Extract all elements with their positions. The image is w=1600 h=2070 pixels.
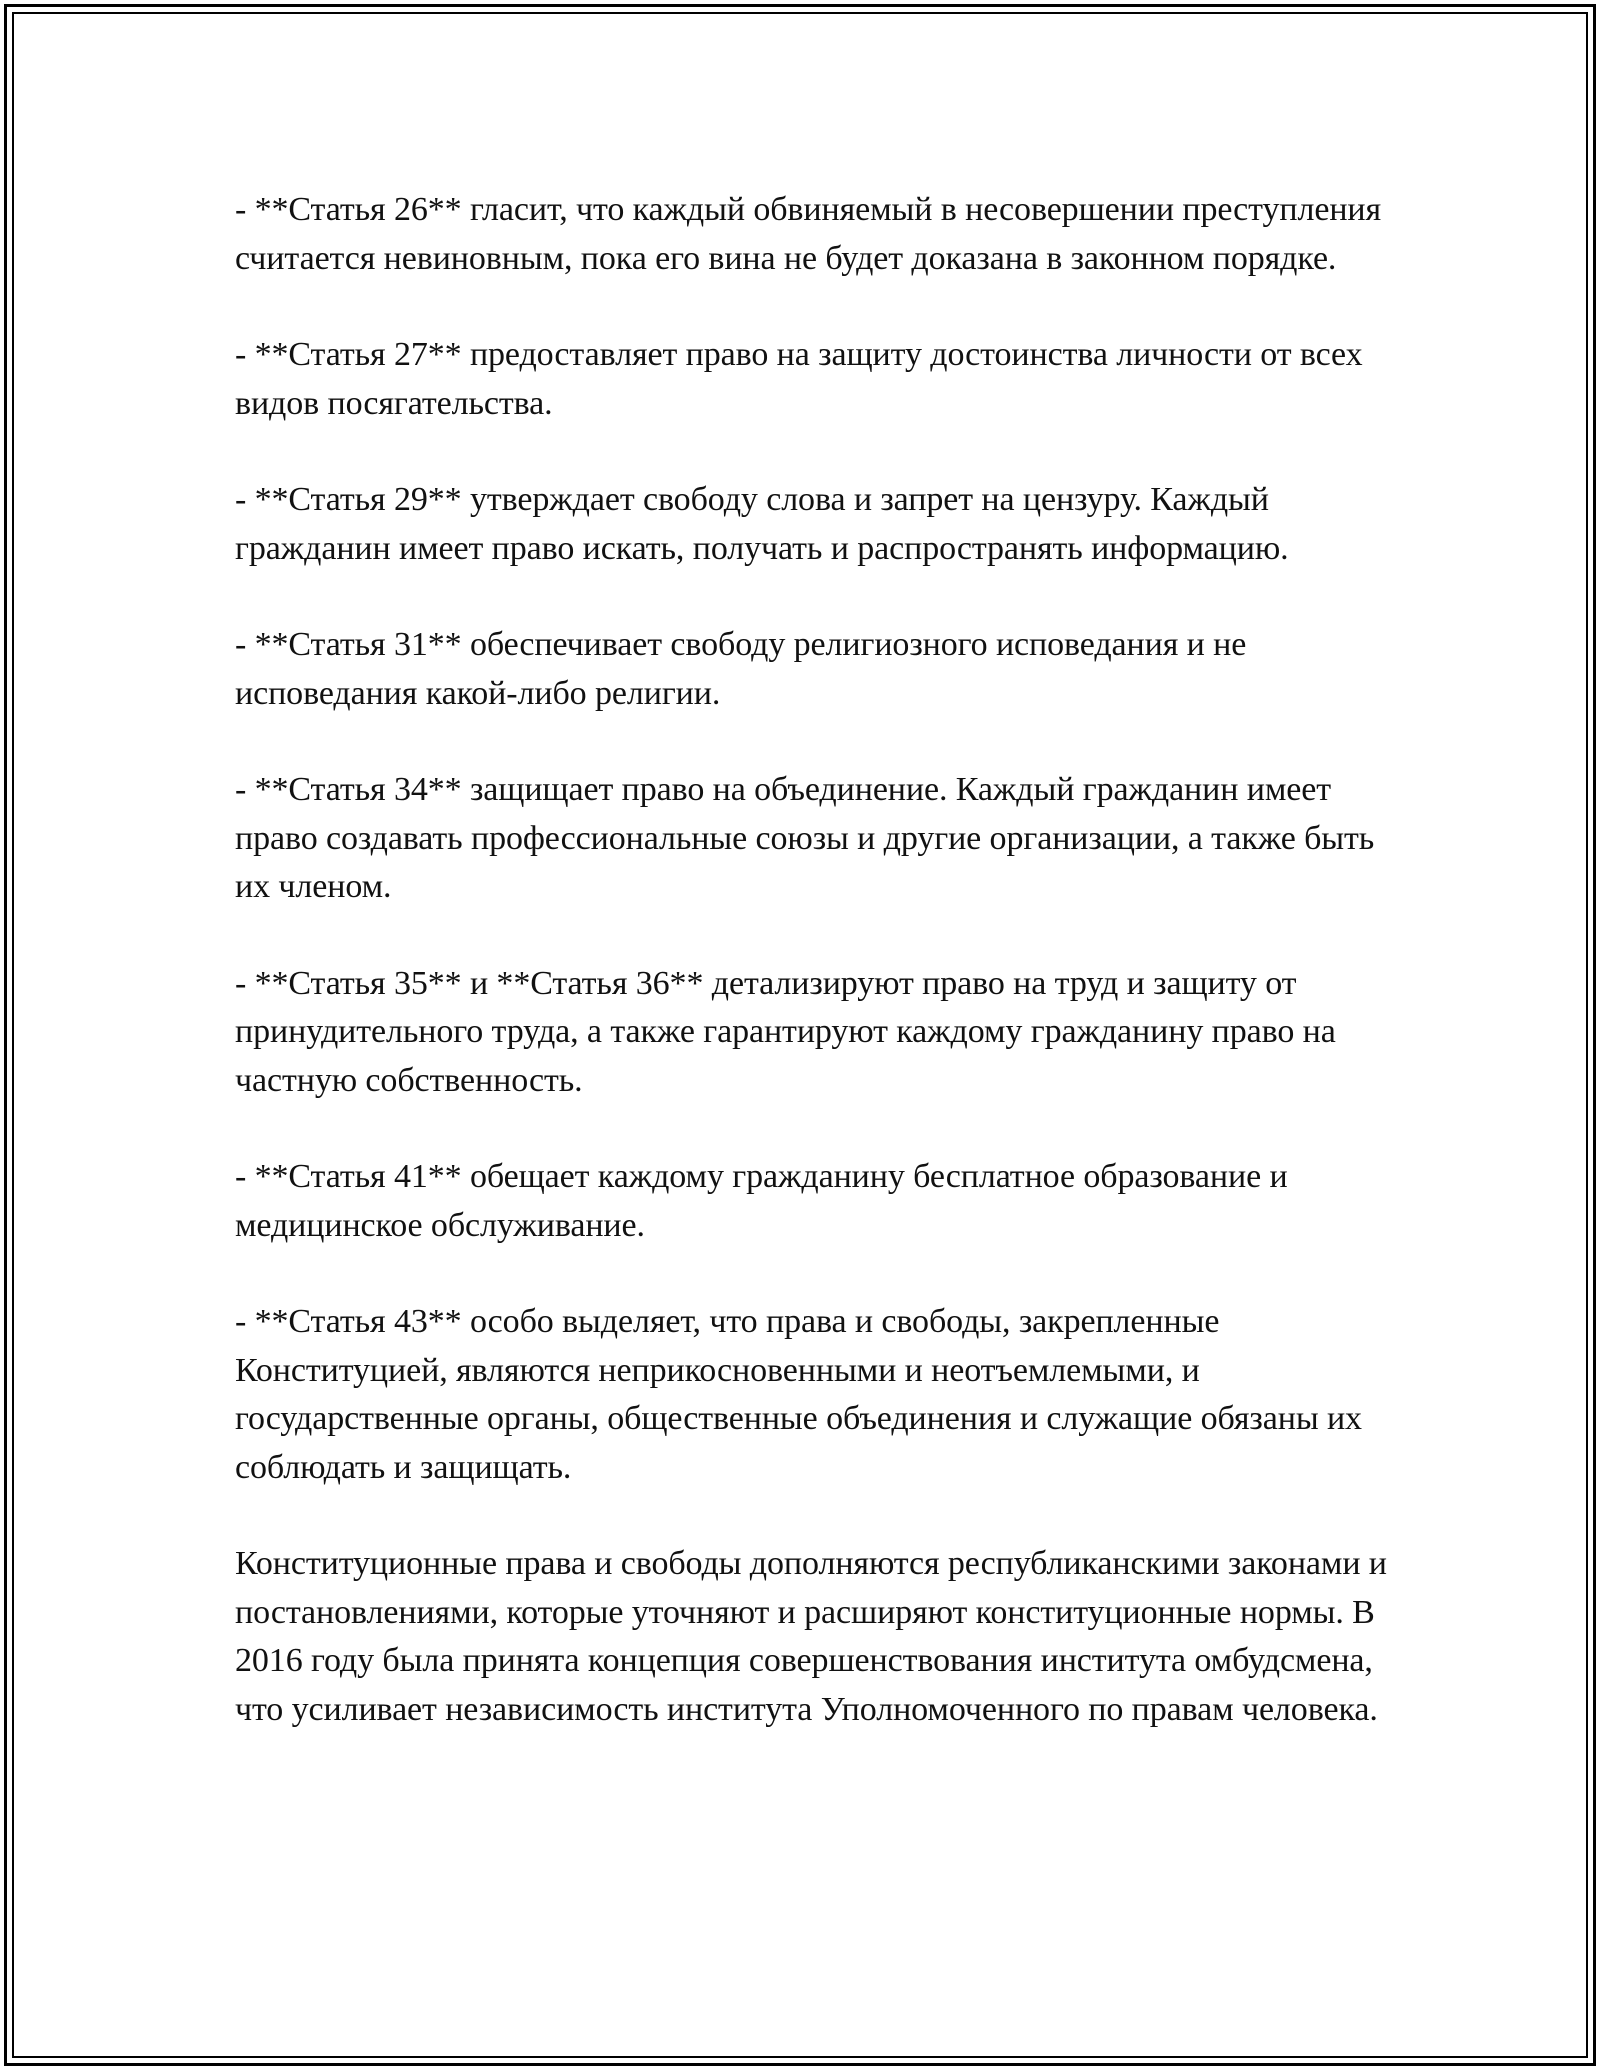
- paragraph-article-27: - **Статья 27** предоставляет право на защиту достоинства личности от всех видов посягательства.: [235, 336, 1363, 422]
- paragraph-article-26: - **Статья 26** гласит, что каждый обвиняемый в несовершении преступления считается невиновным, пока его вина не будет доказана в законном порядке.: [235, 191, 1382, 277]
- paragraph-article-29: - **Статья 29** утверждает свободу слова и запрет на цензуру. Каждый гражданин имеет право искать, получать и распространять информацию.: [235, 481, 1289, 567]
- paragraph-article-43: - **Статья 43** особо выделяет, что права и свободы, закрепленные Конституцией, являются неприкосновенными и неотъемлемыми, и государственные органы, общественные объединения и служащие обязаны их соблюдать и защищать.: [235, 1303, 1362, 1486]
- paragraph-article-41: - **Статья 41** обещает каждому гражданину бесплатное образование и медицинское обслуживание.: [235, 1158, 1288, 1244]
- paragraph-conclusion: Конституционные права и свободы дополняются республиканскими законами и постановлениями, которые уточняют и расширяют конституционные нормы. В 2016 году была принята концепция совершенствования института омбудсмена, что усиливает независимость института Уполномоченного по правам человека.: [235, 1545, 1387, 1728]
- paragraph-article-34: - **Статья 34** защищает право на объединение. Каждый гражданин имеет право создавать профессиональные союзы и другие организации, а также быть их членом.: [235, 771, 1375, 905]
- document-body: [235, 186, 1395, 1734]
- paragraph-article-31: - **Статья 31** обеспечивает свободу религиозного исповедания и не исповедания какой-либо религии.: [235, 626, 1247, 712]
- paragraph-article-35-36: - **Статья 35** и **Статья 36** детализируют право на труд и защиту от принудительного труда, а также гарантируют каждому гражданину право на частную собственность.: [235, 964, 1336, 1099]
